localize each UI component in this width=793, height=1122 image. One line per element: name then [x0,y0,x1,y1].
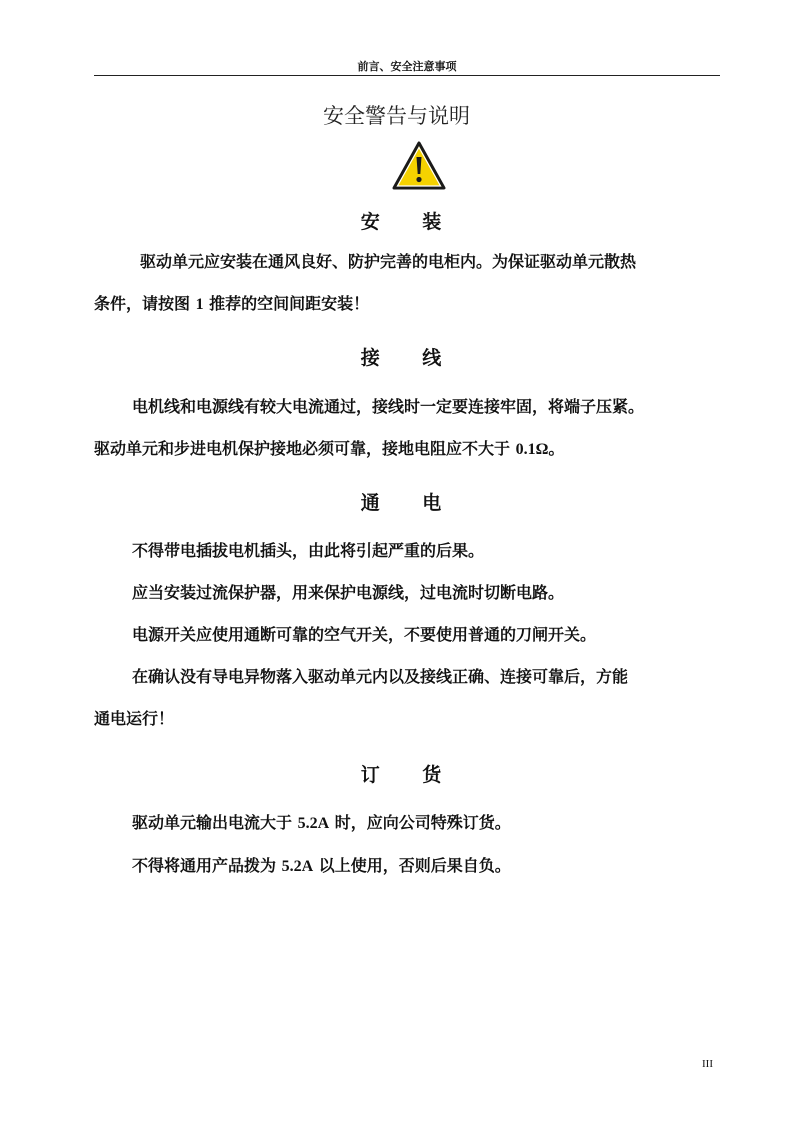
ordering-item-2b: 以上使用，否则后果自负。 [313,856,511,875]
current-limit-value-2: 5.2A [281,858,314,875]
section-heading-ordering: 订 货 [360,764,460,786]
ground-resistance-value: 0.1Ω [515,441,549,458]
current-limit-value: 5.2A [297,815,330,832]
power-on-item-3: 电源开关应使用通断可靠的空气开关，不要使用普通的刀闸开关。 [132,625,597,644]
power-on-item-1: 不得带电插拔电机插头，由此将引起严重的后果。 [132,541,485,560]
installation-line-1: 驱动单元应安装在通风良好、防护完善的电柜内。为保证驱动单元散热 [140,252,637,271]
section-heading-wiring: 接 线 [360,347,460,369]
installation-line-2b: 推荐的空间间距安装！ [203,294,370,313]
page-number: III [702,1058,713,1070]
wiring-paragraph [94,386,722,471]
warning-triangle-icon [392,141,446,191]
ordering-item-1a: 驱动单元输出电流大于 [132,813,298,832]
ordering-item-2a: 不得将通用产品拨为 [132,856,282,875]
power-on-paragraphs [94,530,722,740]
page-title: 安全警告与说明 [323,104,470,128]
ordering-item-1b: 时，应向公司特殊订货。 [329,813,511,832]
wiring-line-2b: 。 [548,439,565,458]
power-on-item-4-line-1: 在确认没有导电异物落入驱动单元内以及接线正确、连接可靠后，方能 [132,667,629,686]
installation-paragraph [94,241,722,326]
power-on-item-4-line-2: 通电运行！ [94,709,175,728]
wiring-line-2a: 驱动单元和步进电机保护接地必须可靠，接地电阻应不大于 [94,439,516,458]
power-on-item-2: 应当安装过流保护器，用来保护电源线，过电流时切断电路。 [132,583,565,602]
running-header: 前言、安全注意事项 [357,60,457,73]
header-rule [94,75,720,76]
section-heading-installation: 安 装 [360,211,460,233]
wiring-line-1: 电机线和电源线有较大电流通过，接线时一定要连接牢固，将端子压紧。 [132,397,645,416]
installation-line-2a: 条件，请按图 [94,294,196,313]
figure-number: 1 [195,296,204,313]
section-heading-power-on: 通 电 [360,492,460,514]
ordering-paragraphs [94,802,722,888]
